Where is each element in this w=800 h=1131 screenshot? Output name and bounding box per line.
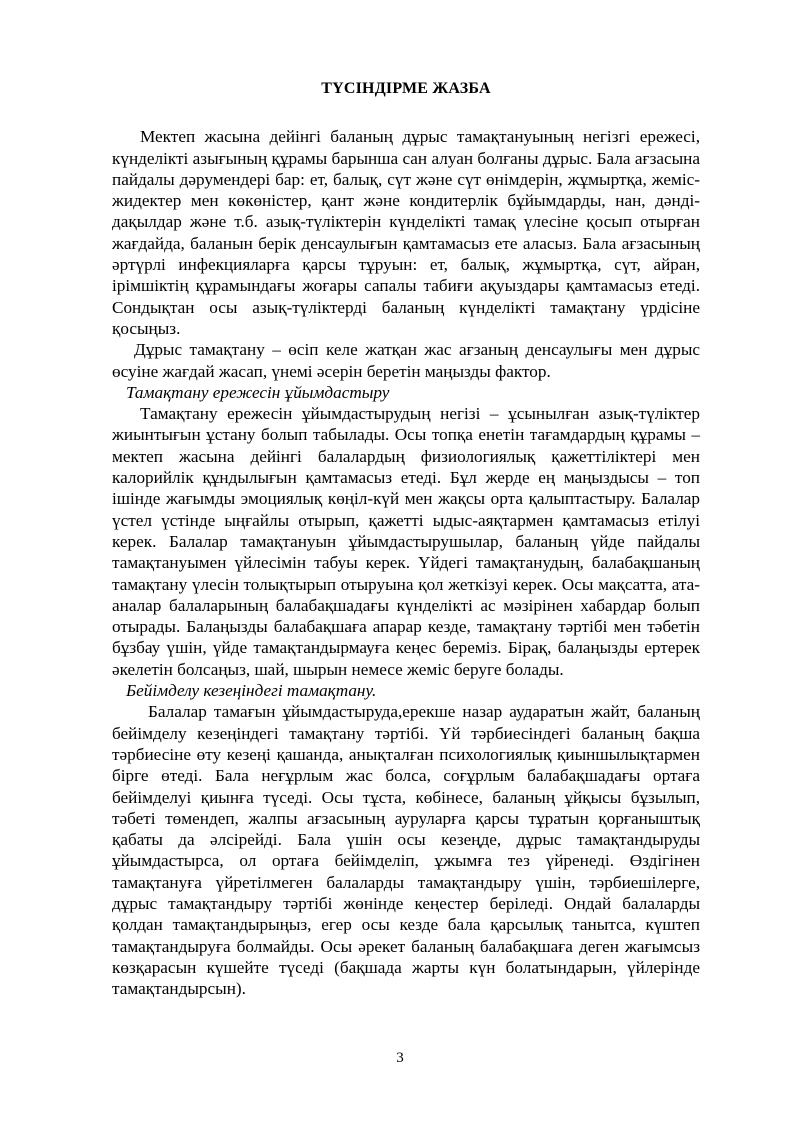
page-number: 3	[396, 1050, 404, 1066]
document-page	[112, 78, 700, 999]
section-paragraph-nutrition-rules: Тамақтану ережесін ұйымдастырудың негізі – ұсынылған азық-түліктер жиынтығын ұстану болып табылады. Осы топқа енетін тағамдардың құрамы – мектеп жасына дейінгі балалардың физиологиялық қажеттіліктері мен калорийлік құндылығын қамтамасыз етеді. Бұл жерде ең маңыздысы – топ ішінде жағымды эмоциялық көңіл-күй мен жақсы орта қалыптастыру. Балалар үстел үстінде ыңғайлы отырып, қажетті ыдыс-аяқтармен қамтамасыз етілуі керек. Балалар тамақтануын ұйымдастырушылар, баланың үйде пайдалы тамақтануымен үйлесімін табуы керек. Үйдегі тамақтанудың, балабақшаның тамақтану үлесін толықтырып отыруына қол жеткізуі керек. Осы мақсатта, ата-аналар балаларының балабақшадағы күнделікті ас мәзірінен хабардар болып отырады. Балаңызды балабақшаға апарар кезде, тамақтану тәртібі мен тәбетін бұзбау үшін, үйде тамақтандырмауға кеңес береміз. Бірақ, балаңызды ертерек әкелетін болсаңыз, шай, шырын немесе жеміс беруге болады.	[112, 404, 700, 679]
importance-paragraph: Дұрыс тамақтану – өсіп келе жатқан жас ағзаның денсаулығы мен дұрыс өсуіне жағдай жасап, үнемі әсерін беретін маңызды фактор.	[112, 340, 700, 381]
section-heading-nutrition-rules: Тамақтану ережесін ұйымдастыру	[126, 382, 390, 402]
intro-paragraph: Мектеп жасына дейінгі баланың дұрыс тамақтануының негізгі ережесі, күнделікті азығының құрамы барынша сан алуан болғаны дұрыс. Бала ағзасына пайдалы дәрумендері бар: ет, балық, сүт және сүт өнімдерін, жұмыртқа, жеміс-жидектер мен көкөністер, қант және кондитерлік бұйымдарды, нан, дәнді-дақылдар және т.б. азық-түліктерін күнделікті тамақ үлесіне қосып отырған жағдайда, баланын берік денсаулығын қамтамасыз ете аласыз. Бала ағзасының әртүрлі инфекцияларға қарсы тұруын: ет, балық, жұмыртқа, сүт, айран, ірімшіктің құрамындағы жоғары сапалы табиғи ақуыздары қамтамасыз етеді. Сондықтан осы азық-түліктерді баланың күнделікті тамақтану үрдісіне қосыңыз.	[112, 127, 700, 338]
section-paragraph-adaptation: Балалар тамағын ұйымдастыруда,ерекше назар аударатын жайт, баланың бейімделу кезеңіндегі тамақтану тәртібі. Үй тәрбиесіндегі баланың бақша тәрбиесіне өту кезеңі қашанда, анықталған психологиялық қиыншылықтармен бірге өтеді. Бала неғұрлым жас болса, соғұрлым балабақшадағы ортаға бейімделуі қиынға түседі. Осы тұста, көбінесе, баланың ұйқысы бұзылып, тәбеті төмендеп, жалпы ағзасының ауруларға қарсы тұратын қорғаныштық қабаты да әлсірейді. Бала үшін осы кезеңде, дұрыс тамақтандыруды ұйымдастырса, ол ортаға бейімделіп, ұжымға тез үйренеді. Өздігінен тамақтануға үйретілмеген балаларды тамақтандыру үшін, тәрбиешілерге, дұрыс тамақтандыру тәртібі жөнінде кеңестер беріледі. Ондай балаларды қолдан тамақтандырыңыз, егер осы кезде бала қарсылық танытса, күштеп тамақтандыруға болмайды. Осы әрекет баланың балабақшаға деген жағымсыз көзқарасын күшейте түседі (бақшада жарты күн болатындарын, үйлерінде тамақтандырсын).	[112, 702, 700, 999]
document-title: ТҮСІНДІРМЕ ЖАЗБА	[321, 80, 491, 97]
section-heading-adaptation: Бейімделу кезеңіндегі тамақтану.	[126, 681, 377, 701]
